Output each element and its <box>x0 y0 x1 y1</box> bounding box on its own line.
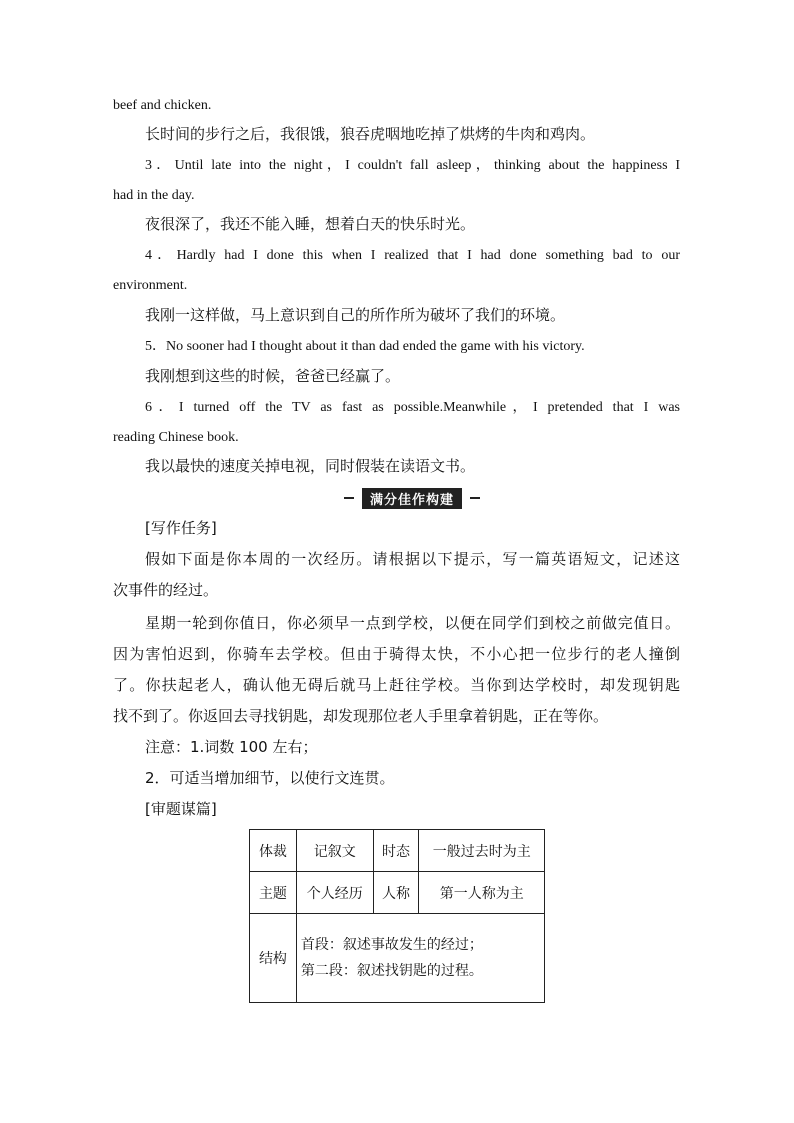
table-cell-structure-label: 结构 <box>250 914 297 1003</box>
sentence-6: 6．I turned off the TV as fast as possible.Meanwhile，I pretended that I was <box>145 400 680 415</box>
table-cell-genre: 记叙文 <box>296 830 373 872</box>
banner-rule-left <box>344 497 354 499</box>
writing-task-heading: [写作任务] <box>145 519 217 537</box>
task-paragraph-1-cont: 次事件的经过。 <box>113 581 219 599</box>
banner-title: 满分佳作构建 <box>362 488 462 509</box>
translation-line: 我刚想到这些的时候，爸爸已经赢了。 <box>145 367 401 385</box>
table-cell-theme-label: 主题 <box>250 872 297 914</box>
sentence-5: 5．No sooner had I thought about it than dad ended the game with his victory. <box>145 339 585 354</box>
text-line: environment. <box>113 278 188 293</box>
task-paragraph-2-line: 了。你扶起老人，确认他无碍后就马上赶往学校。当你到达学校时，却发现钥匙 <box>113 676 680 694</box>
table-row <box>250 830 545 872</box>
task-note-2: 2．可适当增加细节，以使行文连贯。 <box>145 769 395 787</box>
table-cell-theme: 个人经历 <box>296 872 373 914</box>
structure-line-1: 首段：叙述事故发生的经过； <box>300 937 483 953</box>
section-banner <box>344 489 480 507</box>
analysis-heading: [审题谋篇] <box>145 800 217 818</box>
analysis-table <box>249 829 545 1003</box>
table-cell-structure <box>296 914 544 1003</box>
structure-line-2: 第二段：叙述找钥匙的过程。 <box>300 963 483 979</box>
sentence-4: 4．Hardly had I done this when I realized that I had done something bad to our <box>145 248 680 263</box>
table-cell-tense: 一般过去时为主 <box>419 830 545 872</box>
table-cell-genre-label: 体裁 <box>250 830 297 872</box>
table-cell-person: 第一人称为主 <box>419 872 545 914</box>
translation-line: 我以最快的速度关掉电视，同时假装在读语文书。 <box>145 457 476 475</box>
task-paragraph-2: 星期一轮到你值日，你必须早一点到学校，以便在同学们到校之前做完值日。 <box>145 614 680 632</box>
banner-rule-right <box>470 497 480 499</box>
sentence-3: 3．Until late into the night，I couldn't fall asleep，thinking about the happiness I <box>145 158 680 173</box>
task-note-1: 注意：1.词数 100 左右； <box>145 738 318 756</box>
table-cell-tense-label: 时态 <box>373 830 419 872</box>
task-paragraph-2-line: 找不到了。你返回去寻找钥匙，却发现那位老人手里拿着钥匙，正在等你。 <box>113 707 609 725</box>
table-row <box>250 872 545 914</box>
translation-line: 我刚一这样做，马上意识到自己的所作所为破坏了我们的环境。 <box>145 306 566 324</box>
table-cell-person-label: 人称 <box>373 872 419 914</box>
text-line: had in the day. <box>113 188 195 203</box>
task-paragraph-1: 假如下面是你本周的一次经历。请根据以下提示，写一篇英语短文，记述这 <box>145 550 680 568</box>
translation-line: 夜很深了，我还不能入睡，想着白天的快乐时光。 <box>145 215 476 233</box>
text-line: beef and chicken. <box>113 98 212 113</box>
table-row <box>250 914 545 1003</box>
text-line: reading Chinese book. <box>113 430 239 445</box>
translation-line: 长时间的步行之后，我很饿，狼吞虎咽地吃掉了烘烤的牛肉和鸡肉。 <box>145 125 596 143</box>
task-paragraph-2-line: 因为害怕迟到，你骑车去学校。但由于骑得太快，不小心把一位步行的老人撞倒 <box>113 645 680 663</box>
